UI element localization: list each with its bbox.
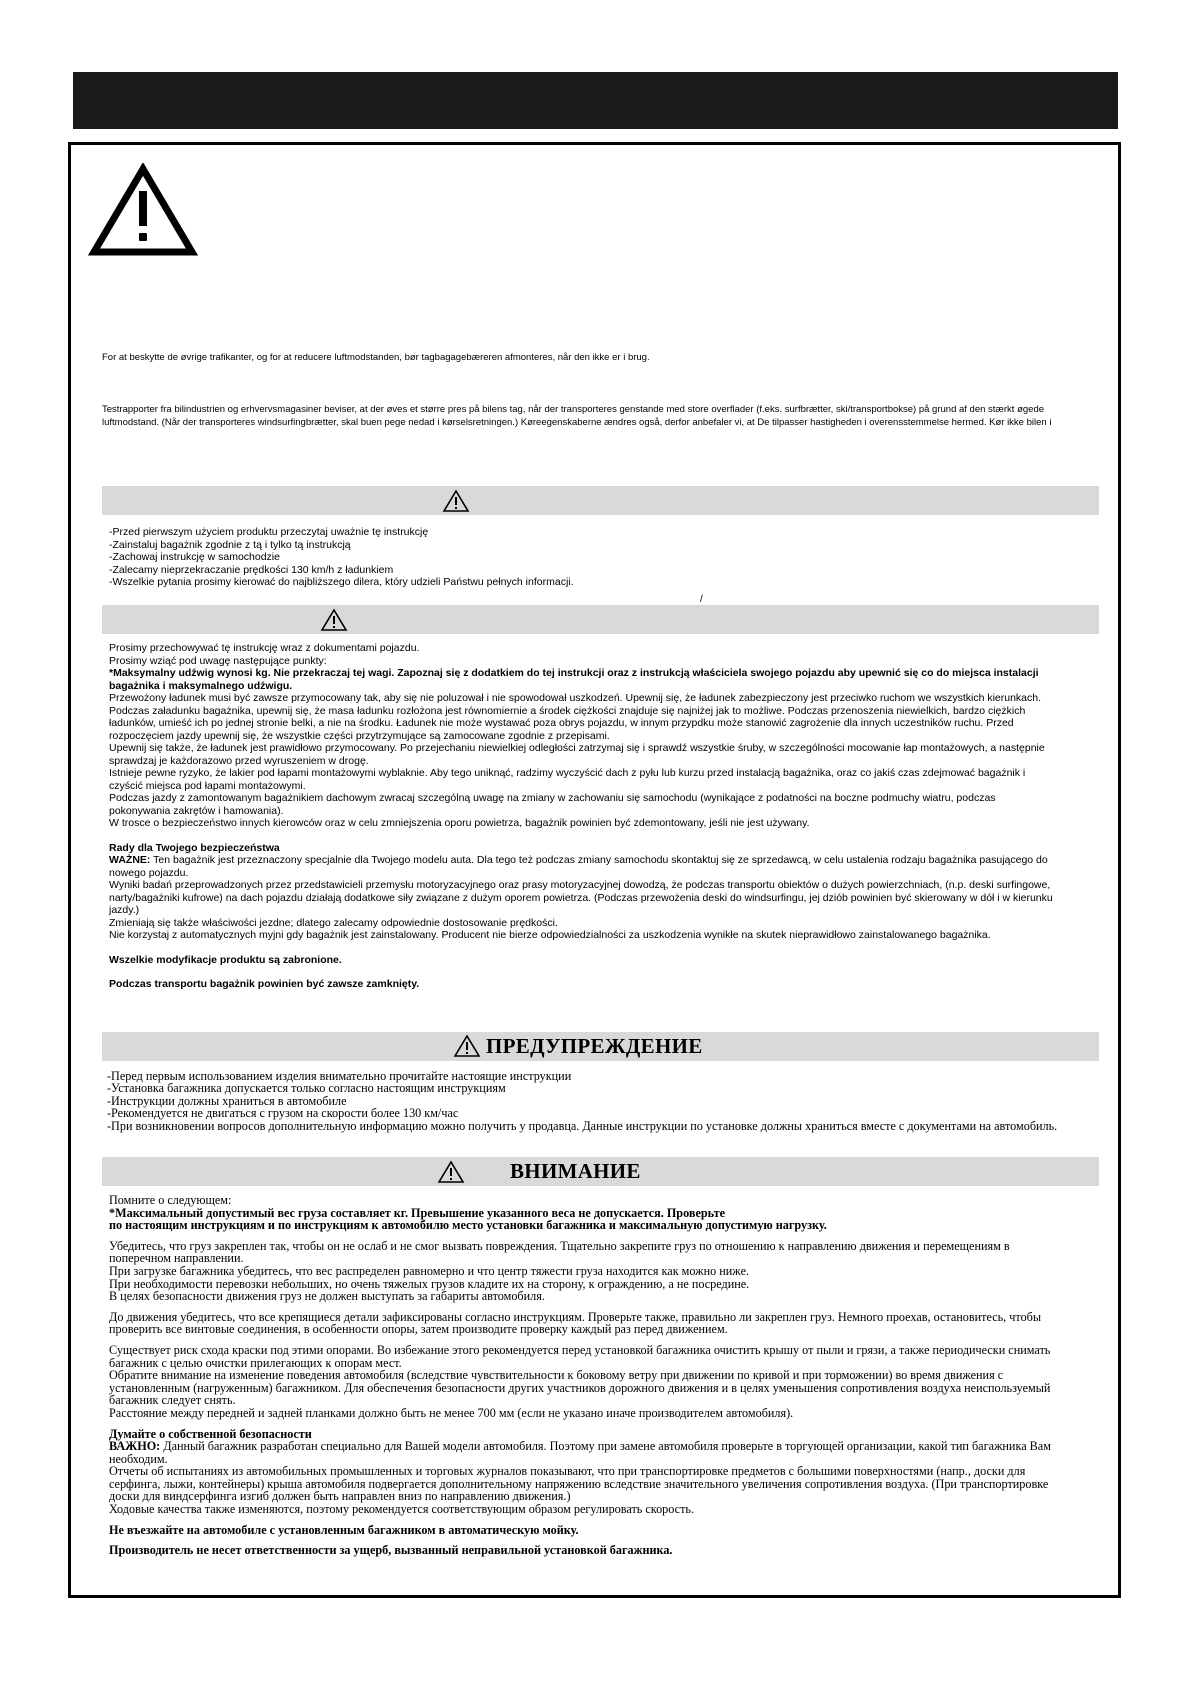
- paragraph: Wszelkie modyfikacje produktu są zabronione.: [109, 953, 342, 966]
- paragraph: Помните о следующем:: [109, 1193, 232, 1207]
- russian-warning-band: [102, 1032, 1099, 1061]
- important-label: ВАЖНО:: [109, 1439, 161, 1454]
- important-label: WAŻNE:: [109, 854, 151, 866]
- list-item: -Przed pierwszym użyciem produktu przeczytaj uważnie tę instrukcję: [109, 526, 429, 538]
- paragraph: Расстояние между передней и задней планками должно быть не менее 700 мм (если не указано иначе производителем автомобиля).: [109, 1405, 794, 1420]
- paragraph: [109, 854, 1054, 879]
- russian-attention-band: [102, 1157, 1099, 1186]
- paragraph: Zmieniają się także właściwości jezdne; dlatego zalecamy odpowiednie dostosowanie prędkości.: [109, 916, 558, 929]
- paragraph: Ходовые качества также изменяются, поэтому рекомендуется соответствующим образом регулировать скорость.: [109, 1502, 695, 1517]
- paragraph: *Максимальный допустимый вес груза составляет кг. Превышение указанного веса не допускается. Проверьте: [109, 1205, 726, 1220]
- important-text: Данный багажник разработан специально для Вашей модели автомобиля. Поэтому при замене автомобиля проверьте в торгующей организации, какой тип багажника Вам необходим.: [109, 1439, 1051, 1466]
- paragraph: Обратите внимание на изменение поведения автомобиля (вследствие чувствительности к боковому ветру при движении по кривой и при торможении) во время движения с установленным (нагруженным) багажником. Для обеспечения безопасности других участников дорожного движения и в целях уменьшения сопротивления воздуха неиспользуемый багажник следует снять.: [109, 1368, 1051, 1408]
- safety-heading: Rady dla Twojego bezpieczeństwa: [109, 841, 280, 854]
- list-item: -Перед первым использованием изделия внимательно прочитайте настоящие инструкции: [107, 1069, 572, 1083]
- paragraph: Отчеты об испытаниях из автомобильных промышленных и торговых журналов показывают, что при транспортировке предметов с большими поверхностями (напр., доски для серфинга, лыжи, контейнеры) крыша автомобиля подвергается дополнительному напряжению вследствие значительного увеличения сопротивления воздуха. (При транспортировке доски для виндсерфинга изгиб должен быть направлен вниз по направлению движения.): [109, 1464, 1049, 1504]
- list-item: -Рекомендуется не двигаться с грузом на скорости более 130 км/час: [107, 1106, 459, 1121]
- paragraph: [109, 1440, 1059, 1465]
- warning-triangle-icon: [320, 608, 348, 632]
- paragraph: Prosimy przechowywać tę instrukcję wraz z dokumentami pojazdu.: [109, 642, 420, 654]
- paragraph: При необходимости перевозки небольших, но очень тяжелых грузов кладите их на сторону, к ограждению, а не посредине.: [109, 1276, 750, 1291]
- stray-mark: /: [700, 594, 703, 605]
- list-item: -Wszelkie pytania prosimy kierować do najbliższego dilera, który udzieli Państwu pełnych informacji.: [109, 576, 574, 588]
- polish-attention-band: [102, 605, 1099, 634]
- warning-triangle-icon: [437, 1160, 465, 1184]
- list-item: -Zalecamy nieprzekraczanie prędkości 130 km/h z ładunkiem: [109, 563, 394, 576]
- paragraph: Podczas jazdy z zamontowanym bagażnikiem dachowym zwracaj szczególną uwagę na zmiany w zachowaniu się samochodu (wynikające z podatności na boczne podmuchy wiatru, podczas pokonywania zakrętów i hamowania).: [109, 792, 996, 817]
- russian-attention-text: [109, 1194, 1059, 1557]
- list-item: -Инструкции должны храниться в автомобиле: [107, 1093, 347, 1108]
- paragraph: При загрузке багажника убедитесь, что вес распределен равномерно и что центр тяжести груза находится как можно ниже.: [109, 1263, 750, 1278]
- warning-triangle-icon: [442, 489, 470, 513]
- paragraph: по настоящим инструкциям и по инструкциям к автомобилю место установки багажника и максимальную допустимую нагрузку.: [109, 1218, 827, 1233]
- attention-title: ВНИМАНИЕ: [510, 1159, 641, 1183]
- polish-warning-list: [109, 526, 1089, 589]
- paragraph: Przewożony ładunek musi być zawsze przymocowany tak, aby się nie poluzował i nie spowodował uszkodzeń. Upewnij się, że ładunek zabezpieczony jest przeciwko ruchom we wszystkich kierunkach.: [109, 692, 1042, 704]
- warning-triangle-icon: [453, 1034, 481, 1058]
- paragraph: Istnieje pewne ryzyko, że lakier pod łapami montażowymi wyblaknie. Aby tego uniknąć, radzimy wyczyścić dach z pyłu lub kurzu przed instalacją bagażnika, oraz co jakiś czas zdejmować bagażnik i czyścić miejsca pod łapami montażowymi.: [109, 767, 1026, 792]
- polish-attention-text: [109, 642, 1054, 991]
- paragraph: Не въезжайте на автомобиле с установленным багажником в автоматическую мойку.: [109, 1522, 579, 1537]
- paragraph: Upewnij się także, że ładunek jest prawidłowo przymocowany. Po przejechaniu niewielkiej odległości zatrzymaj się i sprawdź wszystkie śruby, w szczególności mocowanie łap montażowych, a następnie sprawdzaj je każdorazowo przed wyruszeniem w drogę.: [109, 742, 1045, 767]
- paragraph: Podczas transportu bagażnik powinien być zawsze zamknięty.: [109, 978, 420, 990]
- paragraph: Производитель не несет ответственности за ущерб, вызванный неправильной установкой багажника.: [109, 1543, 673, 1558]
- danish-line-1: For at beskytte de øvrige trafikanter, og for at reducere luftmodstanden, bør tagbagagebæreren afmonteres, når den ikke er i brug.: [102, 352, 650, 363]
- safety-heading: Думайте о собственной безопасности: [109, 1426, 312, 1441]
- paragraph: Prosimy wziąć pod uwagę następujące punkty:: [109, 654, 327, 667]
- paragraph: W trosce o bezpieczeństwo innych kierowców oraz w celu zmniejszenia oporu powietrza, bagażnik powinien być zdemontowany, jeśli nie jest używany.: [109, 817, 810, 829]
- danish-line-2: Testrapporter fra bilindustrien og erhvervsmagasiner beviser, at der øves et større pres på bilens tag, når der transporteres genstande med store overflader (f.eks. surfbrætter, ski/transportbokse) på grund af den stærkt øgede: [102, 404, 1045, 415]
- paragraph: Wyniki badań przeprowadzonych przez przedstawicieli przemysłu motoryzacyjnego oraz prasy motoryzacyjnej dowodzą, że podczas transportu obiektów o dużych powierzchniach, (n.p. deski surfingowe, narty/bagażniki kufrowe) na dach pojazdu działają dodatkowe siły związane z dużym oporem powietrza. (Podczas przewożenia deski do windsurfingu, jej dziób powinien być skierowany w dół i w kierunku jazdy.): [109, 879, 1053, 916]
- list-item: -Zachowaj instrukcję w samochodzie: [109, 551, 280, 563]
- paragraph: Существует риск схода краски под этими опорами. Во избежание этого рекомендуется перед установкой багажника очистить крышу от пыли и грязи, а также периодически снимать багажник с целью очистки прилегающих к опорам мест.: [109, 1342, 1051, 1370]
- paragraph: Убедитесь, что груз закреплен так, чтобы он не ослаб и не смог вызвать повреждения. Тщательно закрепите груз по отношению к направлению движения и перемещениям в поперечном направлении.: [109, 1238, 1010, 1266]
- paragraph: Nie korzystaj z automatycznych myjni gdy bagażnik jest zainstalowany. Producent nie bierze odpowiedzialności za uszkodzenia wynikłe na skutek nieprawidłowo zainstalowanego bagażnika.: [109, 929, 991, 941]
- header-bar: [73, 72, 1118, 129]
- paragraph: *Maksymalny udźwig wynosi kg. Nie przekraczaj tej wagi. Zapoznaj się z dodatkiem do tej instrukcji oraz z instrukcją właściciela swojego pojazdu aby upewnić się co do miejsca instalacji bagażnika i maksymalnego udźwigu.: [109, 667, 1039, 692]
- paragraph: Podczas załadunku bagażnika, upewnij się, że masa ładunku rozłożona jest równomiernie a środek ciężkości znajduje się najniżej jak to możliwe. Podczas przenoszenia niewielkich, bardzo ciężkich ładunków, umieść ich po jednej stronie belki, a nie na środku. Ładunek nie może wystawać poza obrys pojazdu, w innym przypdku może stanowić zagrożenie dla innych uczestników ruchu. Przed rozpoczęciem jazdy upewnij się, że wszystkie części przytrzymujące są zamocowane zgodnie z przepisami.: [109, 704, 1026, 742]
- polish-warning-band: [102, 486, 1099, 515]
- warning-triangle-icon: [88, 163, 198, 259]
- important-text: Ten bagażnik jest przeznaczony specjalnie dla Twojego modelu auta. Dla tego też podczas zmiany samochodu skontaktuj się ze sprzedawcą, w celu ustalenia rodzaju bagażnika pasującego do nowego pojazdu.: [109, 854, 1048, 879]
- list-item: -Установка багажника допускается только согласно настоящим инструкциям: [107, 1081, 506, 1096]
- list-item: -Zainstaluj bagażnik zgodnie z tą i tylko tą instrukcją: [109, 538, 351, 551]
- list-item: -При возникновении вопросов дополнительную информацию можно получить у продавца. Данные инструкции по установке должны храниться вместе с документами на автомобиль.: [107, 1118, 1058, 1133]
- paragraph: В целях безопасности движения груз не должен выступать за габариты автомобиля.: [109, 1289, 545, 1304]
- warning-title: ПРЕДУПРЕЖДЕНИЕ: [486, 1034, 703, 1058]
- russian-warning-list: [107, 1070, 1067, 1132]
- paragraph: До движения убедитесь, что все крепящиеся детали зафиксированы согласно инструкциям. Проверьте также, правильно ли закреплен груз. Немного проехав, остановитесь, чтобы проверить все винтовые соединения, в особенности опоры, затем производите проверку каждый раз перед движением.: [109, 1309, 1042, 1337]
- danish-line-3: luftmodstand. (Når der transporteres windsurfingbrætter, skal buen pege nedad i kørselsretningen.) Køreegenskaberne ændres også, derfor anbefaler vi, at De tilpasser hastigheden i overensstemmelse hermed. Kør ikke bilen i: [102, 417, 1052, 428]
